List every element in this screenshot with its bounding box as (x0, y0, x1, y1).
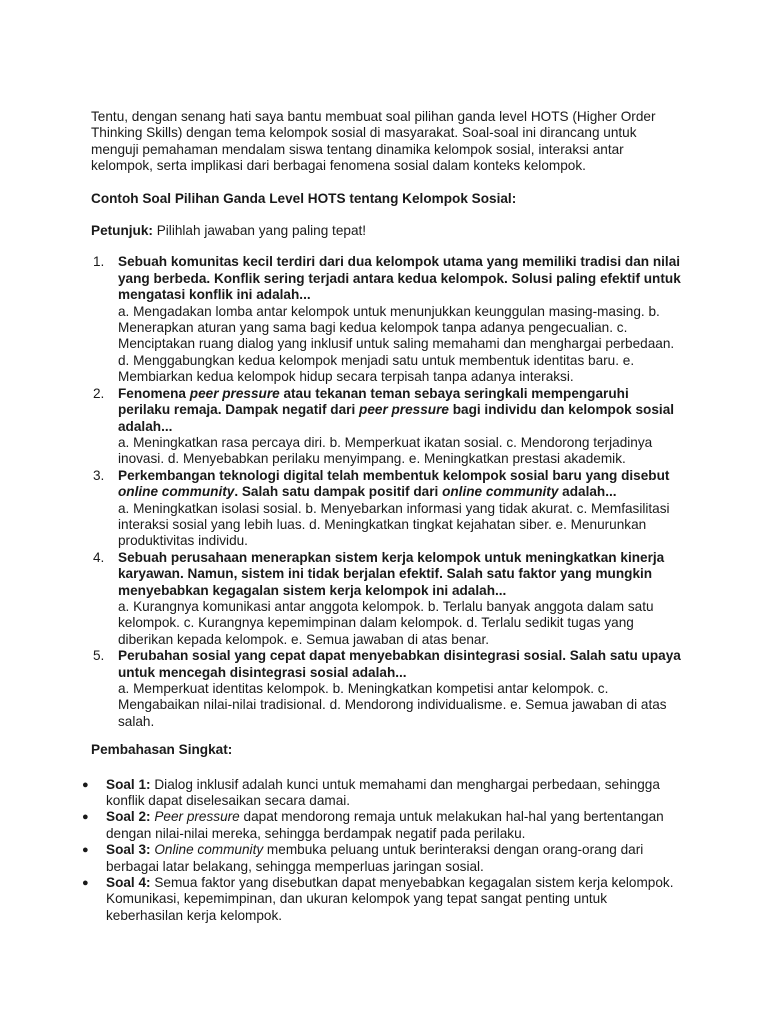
discussion-term: Online community (150, 842, 264, 858)
discussion-item-4 (82, 875, 674, 924)
question-stem: Fenomena (118, 385, 190, 401)
question-text (118, 386, 683, 435)
answer-options: a. Kurangnya komunikasi antar anggota kelompok. b. Terlalu banyak anggota dalam satu kelompok. c. Kurangnya kepemimpinan dalam kelompok. d. Terlalu sedikit tugas yang diberikan kepada kelompok. e. Semua jawaban di atas benar. (118, 598, 654, 647)
discussion-label: Soal 3: (106, 842, 151, 858)
question-number: 3. (93, 467, 105, 483)
question-number: 5. (93, 648, 105, 664)
document-page (82, 109, 683, 924)
question-item-3 (91, 468, 683, 550)
question-text (118, 254, 683, 303)
question-stem: Perkembangan teknologi digital telah membentuk kelompok sosial baru yang disebut (118, 467, 670, 483)
question-item-1 (91, 254, 683, 385)
discussion-text: dapat mendorong remaja untuk melakukan hal-hal yang bertentangan dengan nilai-nilai mereka, sehingga berdampak negatif pada perilaku. (106, 809, 664, 841)
discussion-label: Soal 1: (106, 776, 151, 792)
instruction-paragraph (91, 223, 683, 239)
question-stem: Sebuah perusahaan menerapkan sistem kerja kelompok untuk meningkatkan kinerja karyawan. Namun, sistem ini tidak berjalan efektif. Salah satu faktor yang mungkin menyebabkan kegagalan sistem kerja kelompok ini adalah... (118, 549, 665, 598)
discussion-text: membuka peluang untuk berinteraksi dengan orang-orang dari berbagai latar belakang, sehingga memperluas jaringan sosial. (106, 842, 644, 874)
question-text (118, 550, 683, 599)
question-stem: Perubahan sosial yang cepat dapat menyebabkan disintegrasi sosial. Salah satu upaya untuk mencegah disintegrasi sosial adalah... (118, 648, 681, 680)
question-term: online community (118, 484, 235, 500)
discussion-text: Dialog inklusif adalah kunci untuk memahami dan menghargai perbedaan, sehingga konflik dapat diselesaikan secara damai. (106, 776, 660, 809)
bullet-icon: ● (82, 877, 89, 890)
question-stem: bagi individu dan kelompok sosial adalah... (118, 402, 675, 434)
question-number: 1. (93, 254, 105, 270)
answer-options: a. Mengadakan lomba antar kelompok untuk menunjukkan keunggulan masing-masing. b. Menerapkan aturan yang sama bagi kedua kelompok tanpa adanya pengecualian. c. Menciptakan ruang dialog yang inklusif untuk saling memahami dan menghargai perbedaan. d. Menggabungkan kedua kelompok menjadi satu untuk membentuk identitas baru. e. Membiarkan kedua kelompok hidup secara terpisah tanpa adanya interaksi. (118, 303, 675, 385)
question-text (118, 468, 683, 501)
answer-options: a. Meningkatkan rasa percaya diri. b. Memperkuat ikatan sosial. c. Mendorong terjadinya inovasi. d. Menyebabkan perilaku menyimpang. e. Meningkatkan prestasi akademik. (118, 434, 653, 467)
instruction-label: Petunjuk: (91, 223, 153, 239)
intro-paragraph: Tentu, dengan senang hati saya bantu membuat soal pilihan ganda level HOTS (Higher Order Thinking Skills) dengan tema kelompok sosial di masyarakat. Soal-soal ini dirancang untuk menguji pemahaman mendalam siswa tentang dinamika kelompok sosial, interaksi antar kelompok, serta implikasi dari berbagai fenomena sosial dalam konteks kelompok. (91, 109, 656, 174)
discussion-text: Semua faktor yang disebutkan dapat menyebabkan kegagalan sistem kerja kelompok. Komunikasi, kepemimpinan, dan ukuran kelompok yang tepat sangat penting untuk keberhasilan kerja kelompok. (106, 875, 674, 923)
question-text (118, 648, 683, 681)
section-heading: Contoh Soal Pilihan Ganda Level HOTS tentang Kelompok Sosial: (91, 190, 517, 206)
question-term: online community (442, 484, 559, 500)
question-number: 4. (93, 549, 105, 565)
discussion-term: Peer pressure (150, 809, 240, 825)
question-list (91, 254, 683, 730)
discussion-heading: Pembahasan Singkat: (91, 742, 233, 758)
discussion-label: Soal 2: (106, 809, 151, 825)
question-stem: atau tekanan teman sebaya seringkali mempengaruhi perilaku remaja. Dampak negatif dari (118, 385, 629, 418)
discussion-item-1 (82, 777, 674, 810)
question-number: 2. (93, 385, 105, 401)
bullet-icon: ● (82, 844, 89, 857)
question-stem: Sebuah komunitas kecil terdiri dari dua kelompok utama yang memiliki tradisi dan nilai yang berbeda. Konflik sering terjadi antara kedua kelompok. Solusi paling efektif untuk mengatasi konflik ini adalah... (118, 254, 681, 303)
bullet-icon: ● (82, 811, 89, 824)
answer-options: a. Memperkuat identitas kelompok. b. Meningkatkan kompetisi antar kelompok. c. Mengabaikan nilai-nilai tradisional. d. Mendorong individualisme. e. Semua jawaban di atas salah. (118, 681, 667, 729)
discussion-list (82, 777, 674, 925)
question-item-2 (91, 386, 683, 468)
question-term: peer pressure (189, 385, 280, 401)
discussion-label: Soal 4: (106, 875, 151, 891)
bullet-icon: ● (82, 778, 89, 791)
question-stem: . Salah satu dampak positif dari (234, 484, 443, 500)
question-item-5 (91, 648, 683, 730)
question-term: peer pressure (359, 402, 449, 418)
answer-options: a. Meningkatkan isolasi sosial. b. Menyebarkan informasi yang tidak akurat. c. Memfasilitasi interaksi sosial yang lebih luas. d. Meningkatkan tingkat kejahatan siber. e. Menurunkan produktivitas individu. (118, 500, 670, 549)
question-item-4 (91, 550, 683, 648)
question-stem: adalah... (558, 484, 617, 500)
discussion-item-3 (82, 842, 674, 875)
instruction-text: Pilihlah jawaban yang paling tepat! (152, 223, 367, 239)
discussion-item-2 (82, 809, 674, 842)
